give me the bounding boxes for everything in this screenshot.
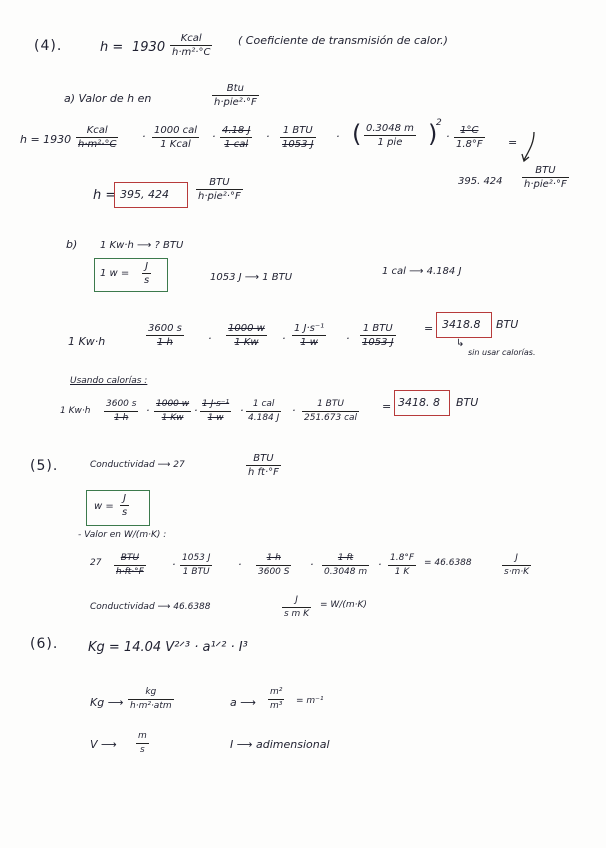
p6-v-label: V ⟶: [90, 738, 117, 751]
p4-line2-result: 3418.8: [442, 318, 481, 331]
p4-result-label: h =: [93, 188, 117, 203]
p4-a-label: a) Valor de h en: [64, 92, 152, 105]
p6-v-units: m s: [138, 731, 147, 755]
p4-line2-frac-3: 1 J·s⁻¹ 1 w: [294, 323, 325, 348]
notebook-page: (4). h = 1930 Kcal h·m²·°C ( Coeficiente de transmisión de calor.) a) Valor de h en Btu h·pie²·°F h = 1930 Kcal h·m²·°C · 1000 cal 1 Kcal · 4.18 J 1 cal · 1 BTU 1053 J · ( 0.3048 m 1 pie ) 2 · 1°C 1.8°F = h = 395, 424 BTU h·pie²·°F 395. 424 BTU h·pie²·°F b) 1 Kw·h ⟶ ? BTU 1 w = J s 1053 J ⟶ 1 BTU 1 cal ⟶ 4.184 J 1 Kw·h 3600 s 1 h · 1000 w 1 Kw · 1 J·s⁻¹ 1 w · 1 BTU 1053 J = 3418.8 BTU ↳ sin usar calorías. Usando calorías : 1 Kw·h 3600 s 1 h · 1000 w 1 Kw · 1 J·s⁻¹ 1 w · 1 cal 4.184 J · 1 BTU 251.673 cal = 3418. 8 BTU (5). Conductividad ⟶ 27 BTU h ft·°F w = J s - Valor en W/(m·K) : 27 BTU h·ft·°F · 1053 J 1 BTU · 1 h 3600 S · 1 ft 0.3048 m · 1.8°F 1 K = 46.6388 J s·m·K Conductividad ⟶ 46.6388 J s m K = W/(m·K) (6). Kg = 14.04 V²ᐟ³ · a¹ᐟ² · I³ Kg ⟶ kg h·m²·atm a ⟶ m² m³ = m⁻¹ V ⟶ m s I ⟶ adimensional: [0, 0, 606, 848]
p4-conv-frac-4: 1 BTU 1053 J: [282, 125, 314, 150]
p5-final-label: Conductividad ⟶ 46.6388: [90, 602, 211, 612]
p5-conv-frac-2: 1053 J 1 BTU: [182, 553, 211, 577]
p4-result-units: BTU h·pie²·°F: [198, 177, 241, 202]
p4-line3-start: 1 Kw·h: [60, 406, 91, 416]
p4-b-question: 1 Kw·h ⟶ ? BTU: [100, 240, 184, 251]
p4-h-units: Kcal h·m²·°C: [172, 33, 211, 58]
p4-w-def: 1 w =: [100, 268, 130, 279]
p4-line3-frac-5: 1 BTU 251.673 cal: [304, 399, 358, 423]
p4-line3-frac-1: 3600 s 1 h: [106, 399, 137, 423]
hook-arrow-icon: ↳: [456, 338, 465, 349]
p4-conv-frac-1: Kcal h·m²·°C: [78, 125, 117, 150]
p4-b-label: b): [66, 238, 78, 251]
p5-conv-result: = 46.6388: [424, 558, 472, 568]
p4-side-units: BTU h·pie²·°F: [524, 165, 567, 190]
p5-final-units: J s m K: [284, 595, 310, 619]
p5-conv-result-units: J s·m·K: [504, 553, 530, 577]
p4-line2-frac-2: 1000 w 1 Kw: [228, 323, 265, 348]
p4-eq2: 1 cal ⟶ 4.184 J: [382, 266, 462, 277]
p4-line2-frac-4: 1 BTU 1053 J: [362, 323, 394, 348]
problem-5-number: (5).: [30, 458, 59, 474]
p6-a-units: m² m³: [270, 687, 283, 711]
p6-i-label: I ⟶ adimensional: [230, 738, 330, 751]
p5-units: BTU h ft·°F: [248, 453, 279, 478]
p4-w-frac: J s: [144, 261, 150, 286]
p6-formula: Kg = 14.04 V²ᐟ³ · a¹ᐟ² · I³: [88, 640, 248, 655]
p4-eq1: 1053 J ⟶ 1 BTU: [210, 272, 293, 283]
p4-note: ( Coeficiente de transmisión de calor.): [238, 34, 448, 47]
p5-conv-frac-5: 1.8°F 1 K: [390, 553, 414, 577]
p4-conv-frac-2: 1000 cal 1 Kcal: [154, 125, 198, 150]
problem-4-number: (4).: [34, 38, 63, 54]
p4-line3-frac-4: 1 cal 4.184 J: [248, 399, 280, 423]
p5-conv-frac-4: 1 ft 0.3048 m: [324, 553, 368, 577]
p4-conv-frac-3: 4.18 J 1 cal: [222, 125, 251, 150]
p5-w-frac: J s: [122, 493, 128, 518]
p5-conv-frac-3: 1 h 3600 S: [258, 553, 290, 577]
p5-label: Conductividad ⟶ 27: [90, 460, 185, 470]
p4-line3-frac-3: 1 J·s⁻¹ 1 w: [202, 399, 230, 423]
p4-line2-frac-1: 3600 s 1 h: [148, 323, 182, 348]
p4-h-value: 1930: [132, 40, 166, 55]
p4-line3-result: 3418. 8: [398, 396, 440, 409]
p4-conv-frac-6: 1°C 1.8°F: [456, 125, 483, 150]
p4-side-value: 395. 424: [458, 176, 503, 187]
p4-result-value: 395, 424: [120, 188, 169, 201]
p5-valor: - Valor en W/(m·K) :: [78, 530, 167, 540]
p4-line2-unit: BTU: [496, 318, 519, 331]
p4-line2-start: 1 Kw·h: [68, 335, 106, 348]
curved-arrow-icon: [520, 130, 540, 166]
p4-line3-unit: BTU: [456, 396, 479, 409]
p4-usando: Usando calorías :: [70, 376, 148, 386]
p4-a-units: Btu h·pie²·°F: [214, 83, 257, 108]
p6-kg-label: Kg ⟶: [90, 696, 124, 709]
p6-kg-units: kg h·m²·atm: [130, 687, 172, 711]
p5-conv-frac-1: BTU h·ft·°F: [116, 553, 144, 577]
p4-line3-frac-2: 1000 w 1 Kw: [156, 399, 190, 423]
p6-a-tail: = m⁻¹: [296, 696, 324, 706]
p5-final-tail: = W/(m·K): [320, 600, 367, 610]
problem-6-number: (6).: [30, 636, 59, 652]
p4-h-label: h =: [100, 40, 124, 55]
p5-w-def: w =: [94, 501, 114, 512]
p5-conv-start: 27: [90, 558, 102, 568]
p4-sin-note: sin usar calorías.: [468, 348, 536, 357]
p6-a-label: a ⟶: [230, 696, 257, 709]
p4-conv-start: h = 1930: [20, 133, 72, 146]
p4-conv-frac-5: 0.3048 m 1 pie: [366, 123, 414, 148]
